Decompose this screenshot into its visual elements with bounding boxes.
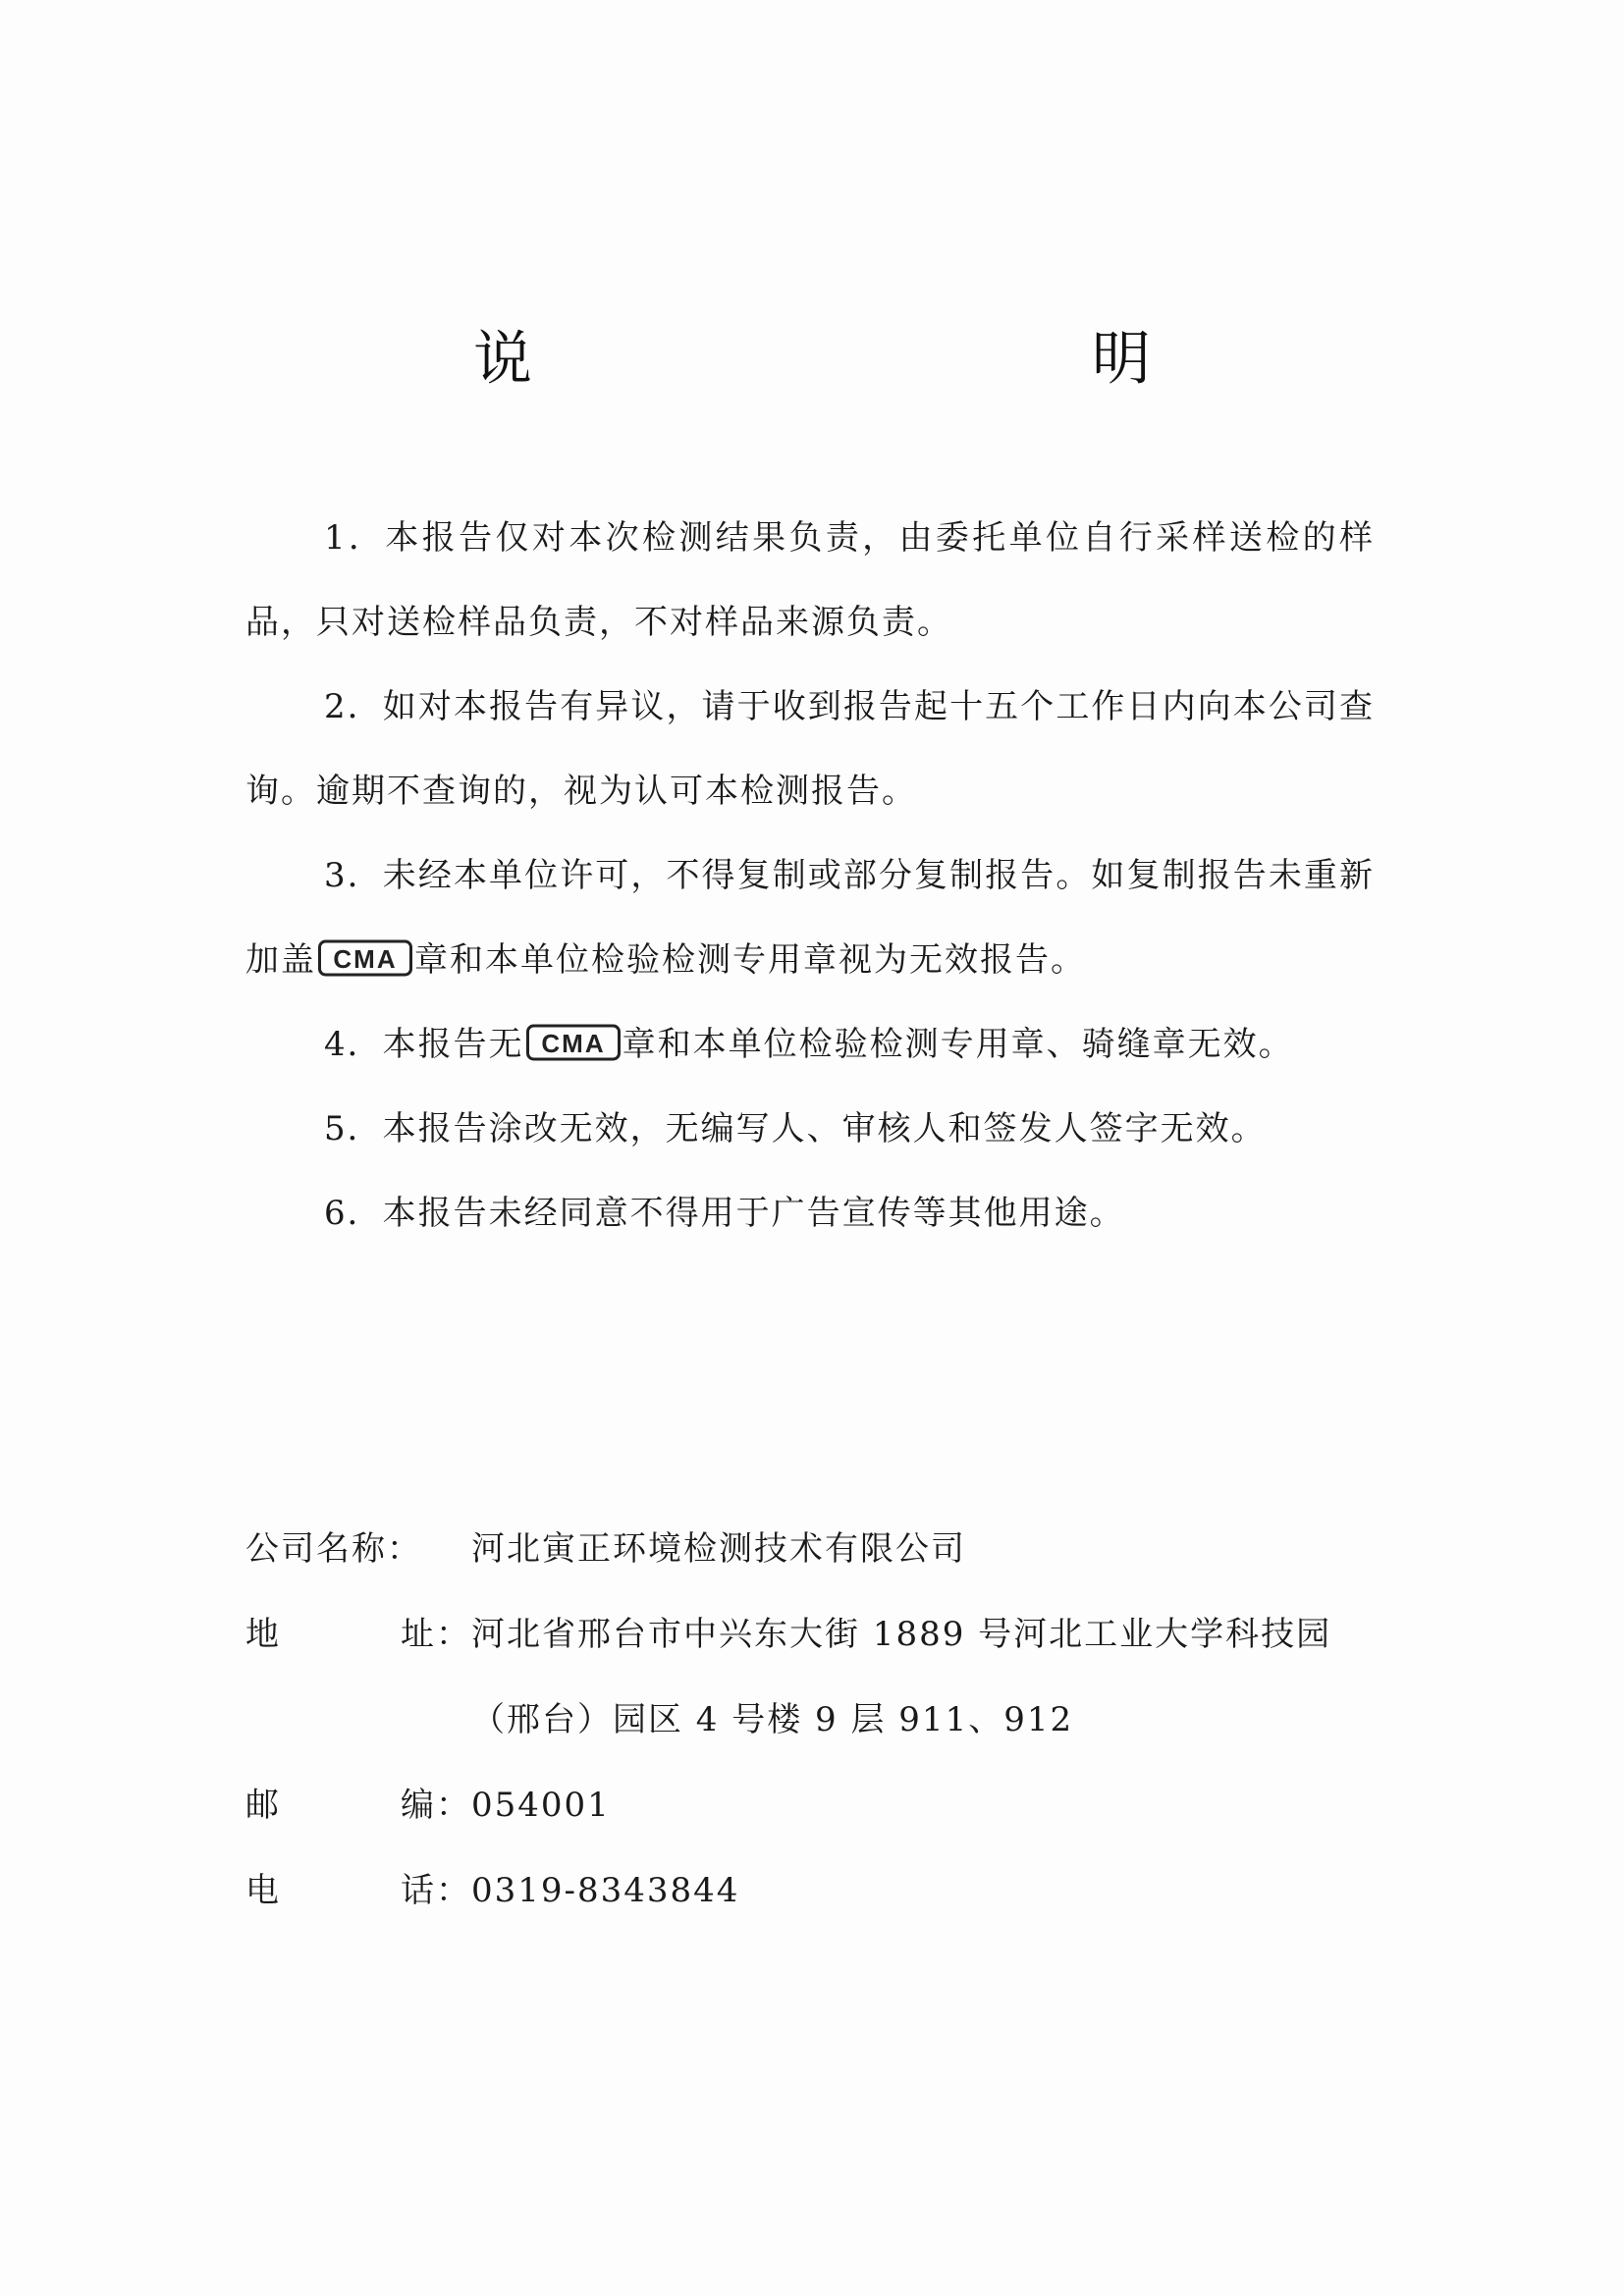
note-number: 1． (324, 518, 386, 558)
address-value-line2: （邢台）园区 4 号楼 9 层 911、912 (471, 1700, 1074, 1739)
note-item-4 (245, 1002, 1375, 1087)
company-name-value: 河北寅正环境检测技术有限公司 (471, 1529, 966, 1569)
phone-value: 0319-8343844 (471, 1871, 740, 1910)
cma-mark-text: CMA (333, 944, 398, 974)
address-row (245, 1592, 1375, 1678)
phone-row (245, 1848, 1375, 1934)
cma-mark-text: CMA (541, 1029, 606, 1058)
note-item-6 (245, 1171, 1375, 1255)
note-number: 2． (324, 687, 383, 726)
note-item-3 (245, 833, 1375, 1002)
note-text: 本报告未经同意不得用于广告宣传等其他用途。 (382, 1194, 1125, 1233)
notes-list (245, 496, 1375, 1255)
note-number: 5． (324, 1109, 383, 1148)
note-item-1 (245, 496, 1375, 665)
postcode-row (245, 1763, 1375, 1848)
cma-mark-icon (318, 939, 412, 977)
page-title: 说 明 (473, 325, 1298, 394)
note-number: 3． (324, 856, 383, 895)
note-text: 章和本单位检验检测专用章、骑缝章无效。 (622, 1025, 1294, 1064)
note-text: 本报告涂改无效，无编写人、审核人和签发人签字无效。 (382, 1109, 1267, 1148)
address-label: 地 址： (245, 1615, 471, 1654)
note-text: 如对本报告有异议，请于收到报告起十五个工作日内向本公司查询。逾期不查询的，视为认可本检测报告。 (245, 687, 1375, 811)
note-text: 章和本单位检验检测专用章视为无效报告。 (414, 940, 1086, 980)
company-info (245, 1507, 1375, 1934)
company-name-row (245, 1507, 1375, 1592)
phone-label: 电 话： (245, 1871, 471, 1910)
note-text: 本报告无 (382, 1025, 524, 1064)
note-number: 4． (324, 1025, 383, 1064)
note-text: 未经本单位许可，不得复制或部分复制报告。如复制报告未重新加盖 (245, 856, 1375, 980)
postcode-value: 054001 (471, 1786, 611, 1825)
note-number: 6． (324, 1194, 383, 1233)
postcode-label: 邮 编： (245, 1786, 471, 1825)
address-row-continued (245, 1678, 1375, 1763)
note-text: 本报告仅对本次检测结果负责，由委托单位自行采样送检的样品，只对送检样品负责，不对样品来源负责。 (245, 518, 1375, 642)
note-item-5 (245, 1087, 1375, 1171)
address-value-line1: 河北省邢台市中兴东大街 1889 号河北工业大学科技园 (471, 1615, 1332, 1654)
company-name-label: 公司名称： (245, 1529, 422, 1569)
note-item-2 (245, 665, 1375, 833)
cma-mark-icon (526, 1024, 621, 1061)
